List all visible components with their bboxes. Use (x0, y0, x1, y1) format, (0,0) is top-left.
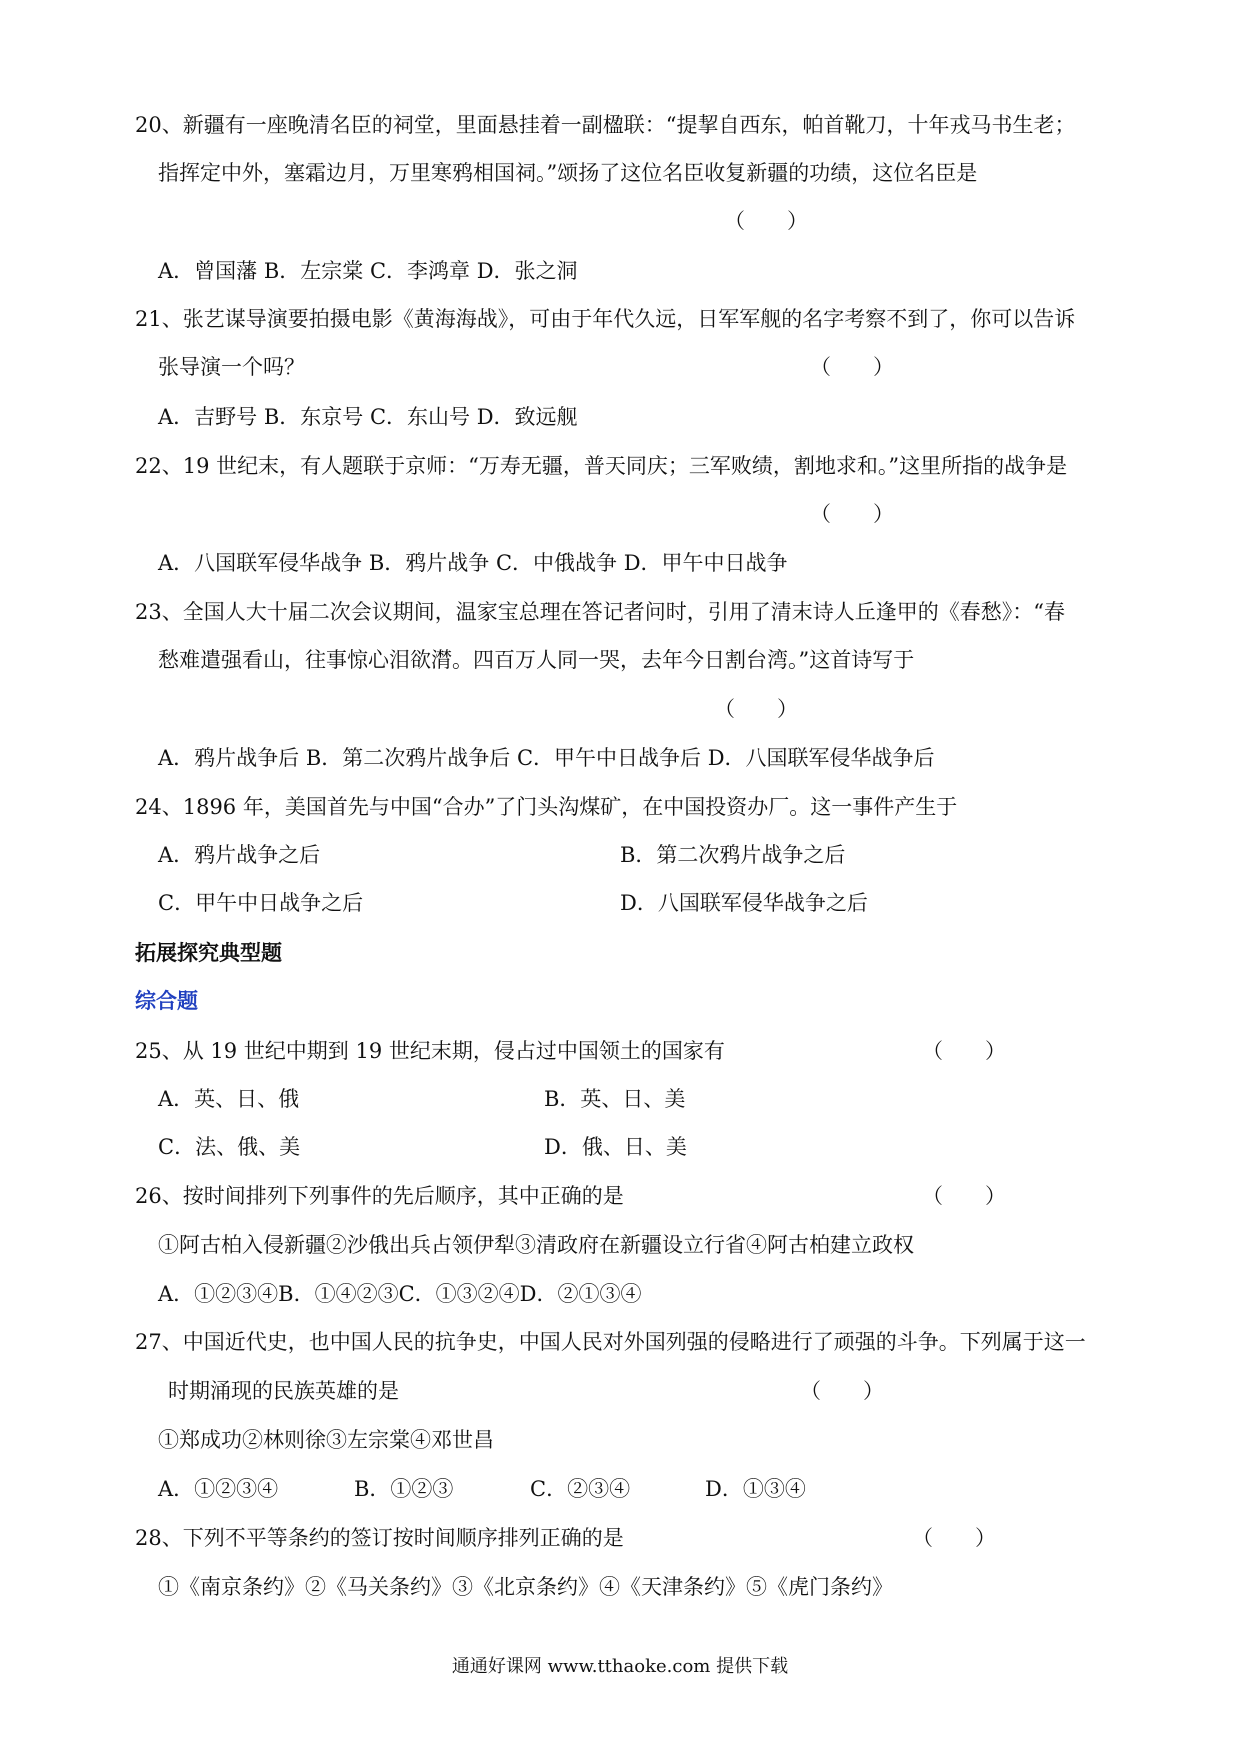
section-title: 拓展探究典型题 (135, 940, 282, 965)
q28-line-1: 28、下列不平等条约的签订按时间顺序排列正确的是 (135, 1526, 624, 1550)
q25-option-a: A．英、日、俄 (158, 1087, 300, 1111)
q26-answer-blank: （ ） (922, 1184, 1006, 1208)
q23-answer-blank: （ ） (714, 697, 798, 721)
q27-option-d: D．①③④ (705, 1477, 806, 1501)
footer-text: 通通好课网 www.tthaoke.com 提供下载 (451, 1656, 789, 1677)
q25-option-c: C．法、俄、美 (158, 1135, 301, 1159)
q23-line-1: 23、全国人大十届二次会议期间，温家宝总理在答记者问时，引用了清末诗人丘逢甲的《春愁》：“春 (135, 600, 1065, 624)
q25-answer-blank: （ ） (922, 1039, 1006, 1063)
q23-options: A．鸦片战争后 B．第二次鸦片战争后 C．甲午中日战争后 D．八国联军侵华战争后 (158, 746, 935, 770)
q28-items: ①《南京条约》②《马关条约》③《北京条约》④《天津条约》⑤《虎门条约》 (158, 1575, 893, 1599)
q22-line-1: 22、19 世纪末，有人题联于京师：“万寿无疆，普天同庆；三军败绩，割地求和。”这里所指的战争是 (135, 454, 1068, 478)
q28-answer-blank: （ ） (912, 1526, 996, 1550)
q20-line-1: 20、新疆有一座晚清名臣的祠堂，里面悬挂着一副楹联：“提挈自西东，帕首靴刀，十年戎马书生老； (135, 113, 1076, 137)
q20-line-2: 指挥定中外，塞霜边月，万里寒鸦相国祠。”颂扬了这位名臣收复新疆的功绩，这位名臣是 (158, 161, 978, 185)
q25-option-b: B．英、日、美 (544, 1087, 686, 1111)
q21-answer-blank: （ ） (810, 355, 894, 379)
q22-options: A．八国联军侵华战争 B．鸦片战争 C．中俄战争 D．甲午中日战争 (158, 551, 788, 575)
q24-option-d: D．八国联军侵华战争之后 (620, 891, 868, 915)
q23-line-2: 愁难遣强看山，往事惊心泪欲潸。四百万人同一哭，去年今日割台湾。”这首诗写于 (158, 648, 915, 672)
q25-line-1: 25、从 19 世纪中期到 19 世纪末期，侵占过中国领土的国家有 (135, 1039, 725, 1063)
q25-option-d: D．俄、日、美 (544, 1135, 687, 1159)
q27-option-a: A．①②③④ (158, 1477, 279, 1501)
q27-line-2: 时期涌现的民族英雄的是 (168, 1379, 399, 1403)
q22-answer-blank: （ ） (810, 502, 894, 526)
q27-answer-blank: （ ） (800, 1379, 884, 1403)
q20-options: A．曾国藩 B．左宗棠 C．李鸿章 D．张之洞 (158, 259, 578, 283)
q24-option-b: B．第二次鸦片战争之后 (620, 843, 846, 867)
q24-option-a: A．鸦片战争之后 (158, 843, 321, 867)
q21-line-1: 21、张艺谋导演要拍摄电影《黄海海战》，可由于年代久远，日军军舰的名字考察不到了，你可以告诉 (135, 307, 1076, 331)
q27-items: ①郑成功②林则徐③左宗棠④邓世昌 (158, 1428, 494, 1452)
q26-items: ①阿古柏入侵新疆②沙俄出兵占领伊犁③清政府在新疆设立行省④阿古柏建立政权 (158, 1233, 914, 1257)
q27-option-b: B．①②③ (354, 1477, 454, 1501)
q24-option-c: C．甲午中日战争之后 (158, 891, 364, 915)
q27-option-c: C．②③④ (530, 1477, 631, 1501)
q26-line-1: 26、按时间排列下列事件的先后顺序，其中正确的是 (135, 1184, 624, 1208)
q21-line-2: 张导演一个吗？ (158, 355, 305, 379)
q27-line-1: 27、中国近代史，也中国人民的抗争史，中国人民对外国列强的侵略进行了顽强的斗争。下列属于这一 (135, 1330, 1086, 1354)
subsection-title: 综合题 (135, 988, 198, 1013)
q20-answer-blank: （ ） (724, 209, 808, 233)
q21-options: A．吉野号 B．东京号 C．东山号 D．致远舰 (158, 405, 578, 429)
q26-options: A．①②③④B．①④②③C．①③②④D．②①③④ (158, 1282, 642, 1306)
q24-line-1: 24、1896 年，美国首先与中国“合办”了门头沟煤矿，在中国投资办厂。这一事件产生于 (135, 795, 958, 819)
